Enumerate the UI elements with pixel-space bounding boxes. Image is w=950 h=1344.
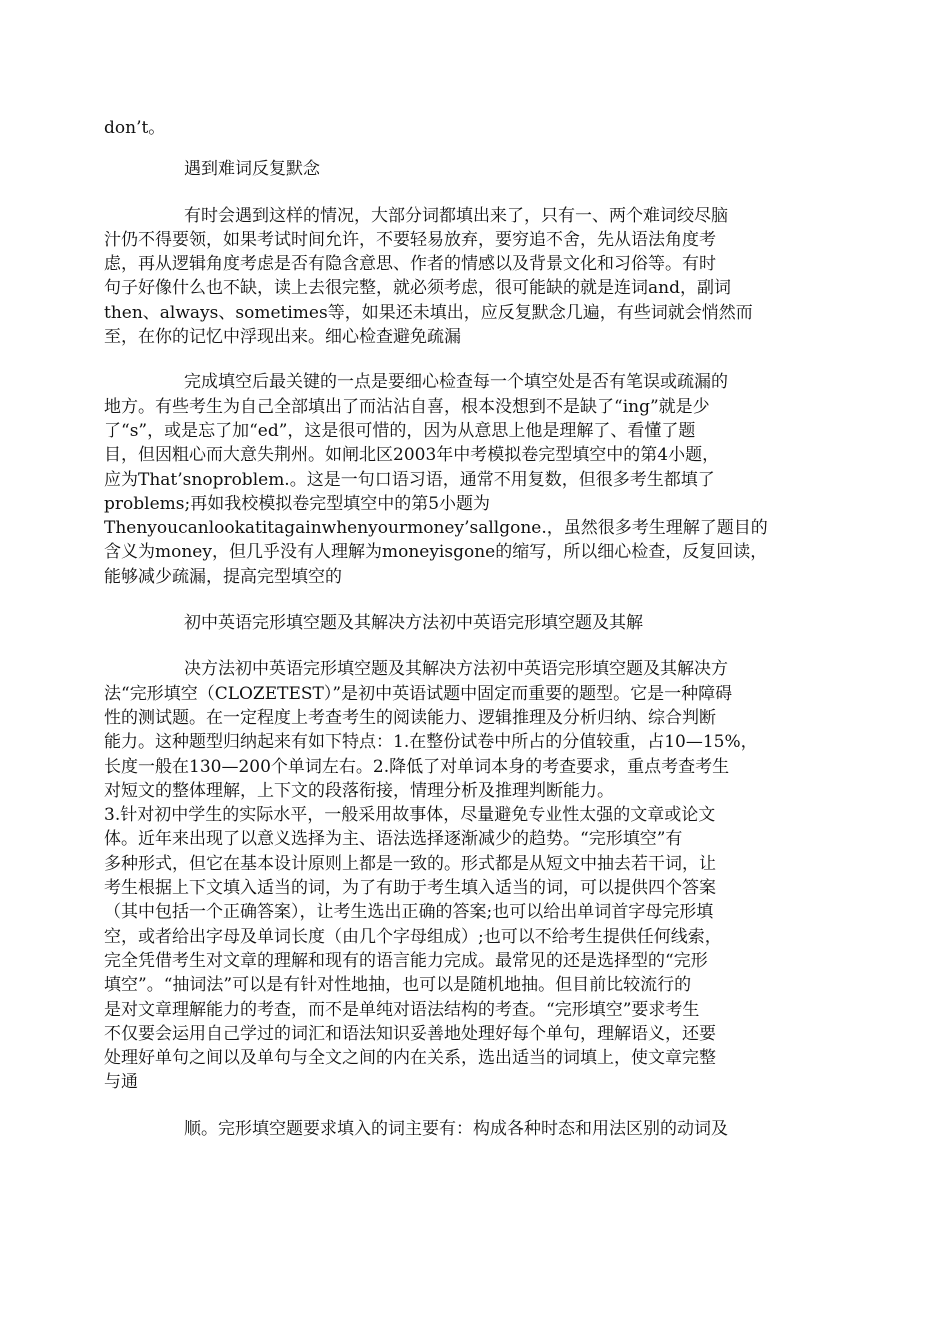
text-line: 处理好单句之间以及单句与全文之间的内在关系，选出适当的词填上，使文章完整 xyxy=(104,1048,716,1069)
text-line: 应为That’snoproblem.。这是一句口语习语，通常不用复数，但很多考生都填了 xyxy=(104,469,715,490)
section-heading-cloze-methods: 初中英语完形填空题及其解决方法初中英语完形填空题及其解 xyxy=(184,613,643,634)
text-line: 长度一般在130—200个单词左右。2.降低了对单词本身的考查要求，重点考查考生 xyxy=(104,756,730,777)
text-line: 虑，再从逻辑角度考虑是否有隐含意思、作者的情感以及背景文化和习俗等。有时 xyxy=(104,254,716,275)
text-line: then、always、sometimes等，如果还未填出，应反复默念几遍，有些词就会悄然而 xyxy=(104,302,753,323)
text-line: 汁仍不得要领，如果考试时间允许，不要轻易放弃，要穷追不舍，先从语法角度考 xyxy=(104,229,716,250)
text-line: 顺。完形填空题要求填入的词主要有：构成各种时态和用法区别的动词及 xyxy=(184,1118,728,1139)
text-line: 有时会遇到这样的情况，大部分词都填出来了，只有一、两个难词绞尽脑 xyxy=(184,205,728,226)
paragraph-cloze-requirements xyxy=(104,1117,849,1141)
text-line: 不仅要会运用自己学过的词汇和语法知识妥善地处理好每个单句，理解语义，还要 xyxy=(104,1023,716,1044)
text-line: 是对文章理解能力的考查，而不是单纯对语法结构的考查。“完形填空”要求考生 xyxy=(104,999,700,1020)
section-heading-difficult-words: 遇到难词反复默念 xyxy=(184,159,320,180)
text-line: 能够减少疏漏，提高完型填空的 xyxy=(104,566,342,587)
paragraph-difficult-words xyxy=(104,204,849,350)
text-line: 至，在你的记忆中浮现出来。细心检查避免疏漏 xyxy=(104,327,461,348)
text-line: 含义为money，但几乎没有人理解为moneyisgone的缩写，所以细心检查，反复回读， xyxy=(104,542,768,563)
document-body xyxy=(104,116,849,1141)
text-line: 了“s”，或是忘了加“ed”，这是很可惜的，因为从意思上他是理解了、看懂了题 xyxy=(104,420,696,441)
text-line: problems;再如我校模拟卷完型填空中的第5小题为 xyxy=(104,493,491,514)
text-line: 完全凭借考生对文章的理解和现有的语言能力完成。最常见的还是选择型的“完形 xyxy=(104,950,708,971)
paragraph-careful-check xyxy=(104,370,849,589)
text-line: 决方法初中英语完形填空题及其解决方法初中英语完形填空题及其解决方 xyxy=(184,659,728,680)
text-line: 3.针对初中学生的实际水平，一般采用故事体，尽量避免专业性太强的文章或论文 xyxy=(104,805,716,826)
text-line: 地方。有些考生为自己全部填出了而沾沾自喜，根本没想到不是缺了“ing”就是少 xyxy=(104,396,710,417)
text-line: 与通 xyxy=(104,1072,138,1093)
text-line: （其中包括一个正确答案），让考生选出正确的答案;也可以给出单词首字母完形填 xyxy=(104,902,714,923)
paragraph-continuation xyxy=(104,116,849,140)
text-line: 完成填空后最关键的一点是要细心检查每一个填空处是否有笔误或疏漏的 xyxy=(184,372,728,393)
text-line: 性的测试题。在一定程度上考查考生的阅读能力、逻辑推理及分析归纳、综合判断 xyxy=(104,707,716,728)
text-line: 法“完形填空（CLOZETEST）”是初中英语试题中固定而重要的题型。它是一种障碍 xyxy=(104,683,733,704)
text-line: 考生根据上下文填入适当的词，为了有助于考生填入适当的词，可以提供四个答案 xyxy=(104,878,716,899)
text-line: 填空”。“抽词法”可以是有针对性地抽，也可以是随机地抽。但目前比较流行的 xyxy=(104,975,692,996)
text-line: 目，但因粗心而大意失荆州。如闸北区2003年中考模拟卷完型填空中的第4小题， xyxy=(104,445,720,466)
text-line: don’t。 xyxy=(104,118,166,138)
text-line: 对短文的整体理解，上下文的段落衔接，情理分析及推理判断能力。 xyxy=(104,780,614,801)
text-line: 空，或者给出字母及单词长度（由几个字母组成）;也可以不给考生提供任何线索， xyxy=(104,926,722,947)
text-line: 句子好像什么也不缺，读上去很完整，就必须考虑，很可能缺的就是连词and，副词 xyxy=(104,278,731,299)
text-line: 能力。这种题型归纳起来有如下特点：1.在整份试卷中所占的分值较重，占10—15%， xyxy=(104,732,758,753)
text-line: 体。近年来出现了以意义选择为主、语法选择逐渐减少的趋势。“完形填空”有 xyxy=(104,829,683,850)
text-line: Thenyoucanlookatitagainwhenyourmoney’sallgone.，虽然很多考生理解了题目的 xyxy=(104,518,768,539)
paragraph-cloze-overview xyxy=(104,657,849,1094)
text-line: 多种形式，但它在基本设计原则上都是一致的。形式都是从短文中抽去若干词，让 xyxy=(104,853,716,874)
